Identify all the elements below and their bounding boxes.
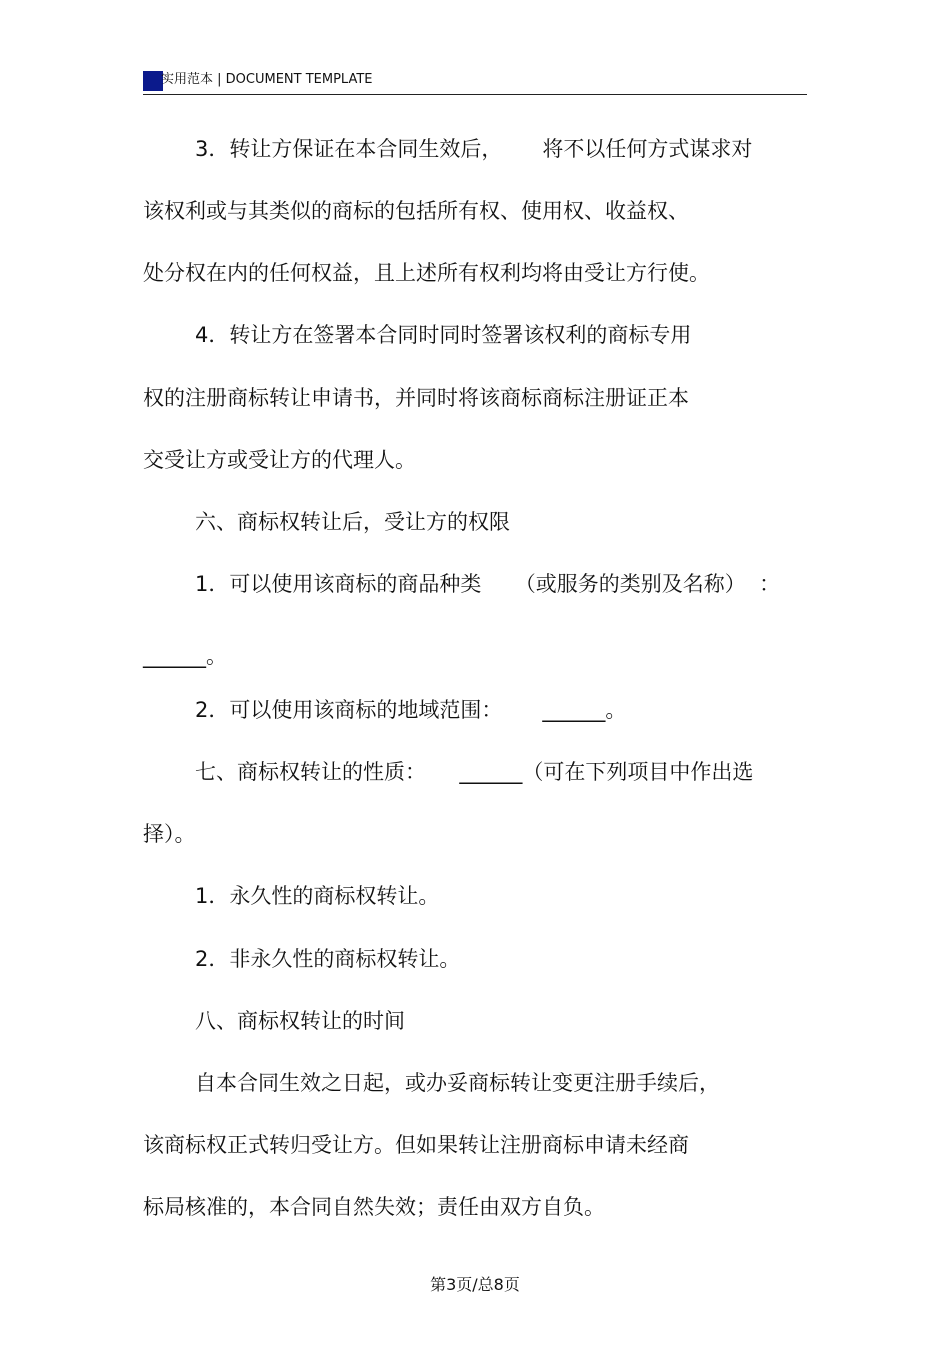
body-line: 该商标权正式转归受让方。但如果转让注册商标申请未经商 <box>143 1133 689 1157</box>
section-heading: 八、商标权转让的时间 <box>195 1009 405 1033</box>
page-number: 第3页/总8页 <box>430 1275 520 1294</box>
body-line: 自本合同生效之日起，或办妥商标转让变更注册手续后， <box>195 1071 720 1095</box>
section-heading: 六、商标权转让后，受让方的权限 <box>195 510 510 534</box>
header-title: 实用范本 | DOCUMENT TEMPLATE <box>161 72 373 87</box>
body-line: 4．转让方在签署本合同时同时签署该权利的商标专用 <box>195 323 692 347</box>
body-line: 处分权在内的任何权益，且上述所有权利均将由受让方行使。 <box>143 261 710 285</box>
fill-blank-line: ______。 <box>143 644 227 668</box>
page-header <box>143 69 807 95</box>
body-line: 1．可以使用该商标的商品种类 （或服务的类别及名称） ： <box>195 572 781 596</box>
body-line: 1．永久性的商标权转让。 <box>195 884 440 908</box>
header-logo-square <box>143 71 163 91</box>
body-line: 择）。 <box>143 822 196 846</box>
section-heading: 七、商标权转让的性质： ______（可在下列项目中作出选 <box>195 760 754 784</box>
body-line: 3．转让方保证在本合同生效后， 将不以任何方式谋求对 <box>195 137 753 161</box>
body-line: 2．非永久性的商标权转让。 <box>195 947 461 971</box>
body-line: 标局核准的，本合同自然失效；责任由双方自负。 <box>143 1195 605 1219</box>
body-line: 该权利或与其类似的商标的包括所有权、使用权、收益权、 <box>143 199 689 223</box>
body-line: 2．可以使用该商标的地域范围： ______。 <box>195 698 627 722</box>
body-line: 权的注册商标转让申请书，并同时将该商标商标注册证正本 <box>143 386 689 410</box>
body-line: 交受让方或受让方的代理人。 <box>143 448 416 472</box>
